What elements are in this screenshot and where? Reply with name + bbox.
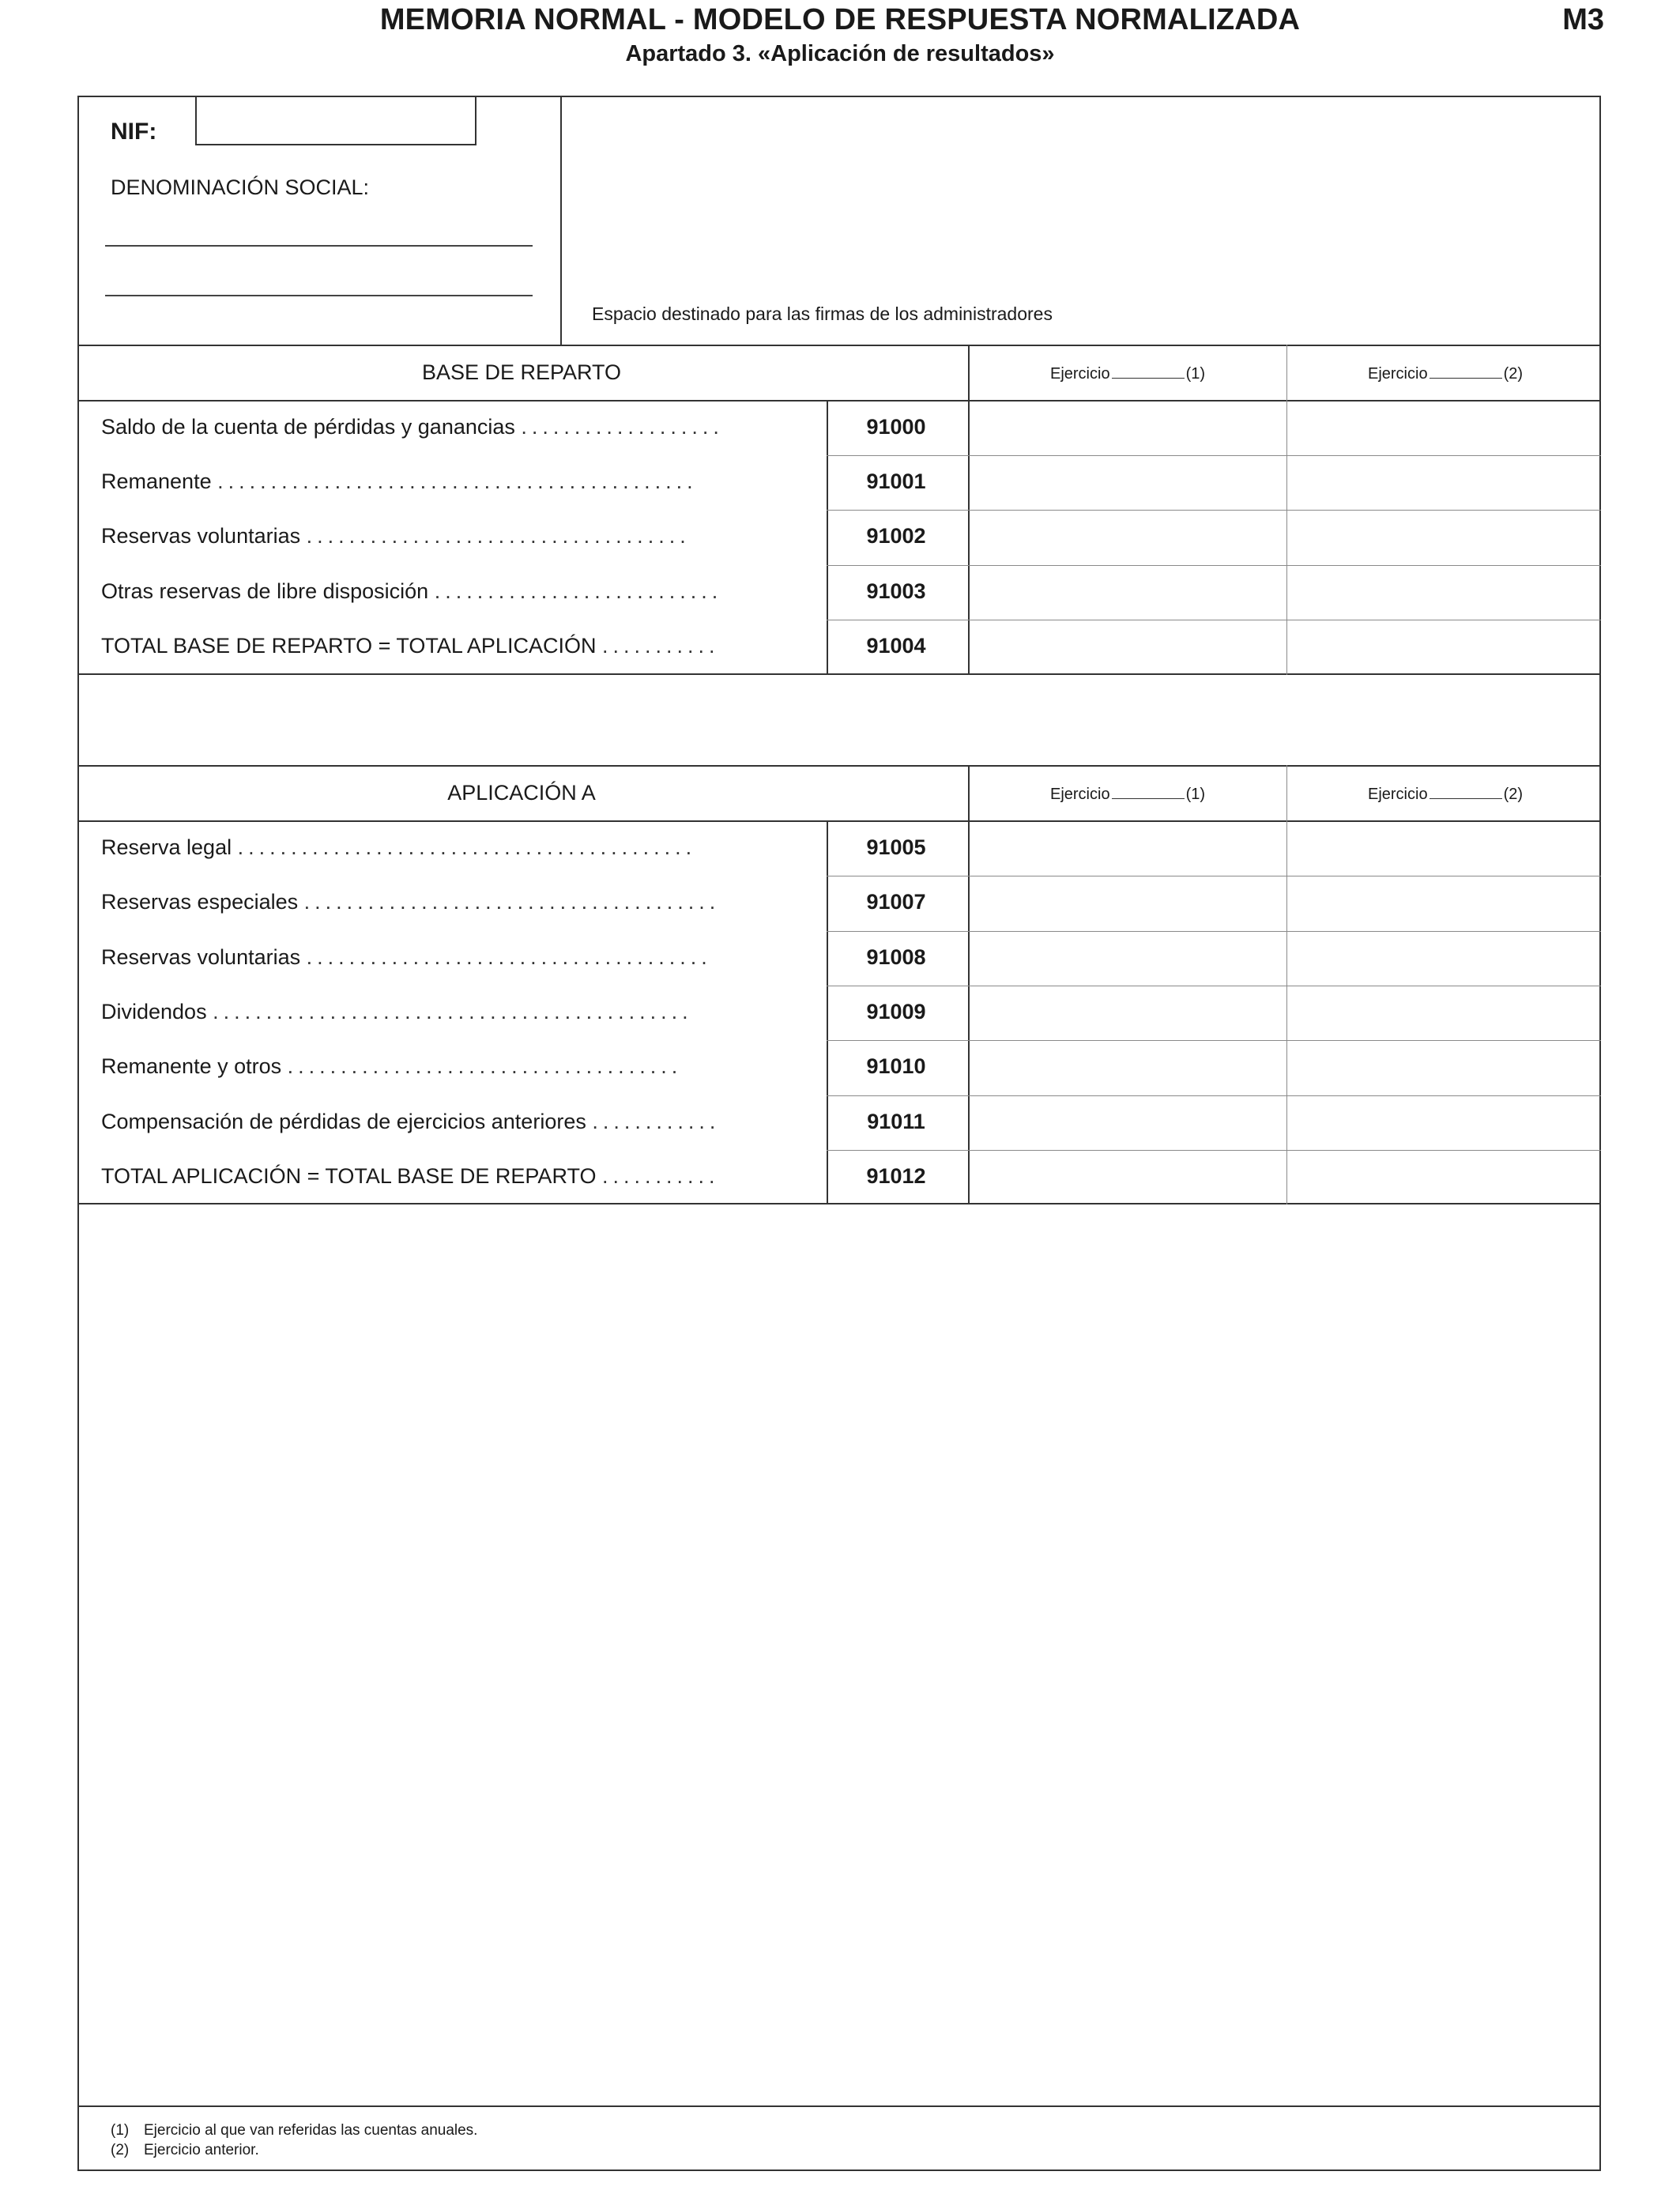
base-row-label <box>101 524 777 548</box>
denominacion-label: DENOMINACIÓN SOCIAL: <box>111 175 370 199</box>
base-ej1-value-cell[interactable] <box>970 566 1286 619</box>
denominacion-line-1[interactable] <box>105 245 533 247</box>
aplic-row-label <box>101 945 777 970</box>
form-subtitle: Apartado 3. «Aplicación de resultados» <box>625 41 1055 66</box>
aplic-ejercicio-1-label: Ejercicio <box>1049 786 1110 803</box>
aplic-row-code: 91009 <box>866 999 926 1023</box>
aplic-ejercicio-1-header <box>970 784 1286 804</box>
base-row-text: Saldo de la cuenta de pérdidas y ganancias <box>101 415 515 439</box>
base-row-leader-dots: ............................................. <box>217 469 698 494</box>
base-ej1-value-cell[interactable] <box>970 511 1286 564</box>
aplic-ejercicio-2-note: (2) <box>1503 786 1524 803</box>
aplic-ej1-value-cell[interactable] <box>970 822 1286 875</box>
aplic-row-leader-dots: ..................................... <box>287 1054 683 1079</box>
base-row-code: 91003 <box>866 579 926 603</box>
aplic-ejercicio-2-label: Ejercicio <box>1367 786 1428 803</box>
base-table-bottom-line <box>77 673 1601 675</box>
aplic-ejercicio-2-header <box>1287 784 1603 804</box>
aplic-ej2-value-cell[interactable] <box>1287 1096 1599 1149</box>
aplic-ej1-value-cell[interactable] <box>970 932 1286 985</box>
aplic-ej2-value-cell[interactable] <box>1287 986 1599 1039</box>
footnote-2-text: Ejercicio anterior. <box>144 2142 259 2158</box>
aplic-row-label <box>101 1054 777 1079</box>
aplic-row-leader-dots: ....................................... <box>303 890 721 914</box>
aplic-ejercicio-1-note: (1) <box>1185 786 1206 803</box>
aplic-row-label <box>101 1110 777 1134</box>
base-row-code: 91000 <box>866 415 926 439</box>
aplic-row-label <box>101 1164 777 1189</box>
signature-area[interactable] <box>562 97 1599 344</box>
base-ej1-value-cell[interactable] <box>970 401 1286 454</box>
base-row-leader-dots: ........... <box>601 633 720 658</box>
base-row-label <box>101 634 777 658</box>
aplic-header-top-line <box>77 765 1601 767</box>
base-ej2-value-cell[interactable] <box>1287 456 1599 509</box>
footnote-1 <box>111 2122 477 2139</box>
base-row-label <box>101 469 777 494</box>
aplic-row-code: 91010 <box>866 1054 926 1079</box>
base-ejercicio-2-label: Ejercicio <box>1367 365 1428 383</box>
base-row-text: Remanente <box>101 469 212 494</box>
aplic-row-text: Reservas especiales <box>101 890 299 914</box>
base-row-leader-dots: ................... <box>521 415 724 439</box>
aplic-row-text: Dividendos <box>101 999 207 1023</box>
aplic-row-code: 91008 <box>866 944 926 969</box>
aplic-row-text: TOTAL APLICACIÓN = TOTAL BASE DE REPARTO <box>101 1163 597 1188</box>
base-ejercicio-2-note: (2) <box>1503 365 1524 383</box>
footnote-1-num: (1) <box>111 2122 130 2139</box>
base-ej2-value-cell[interactable] <box>1287 566 1599 619</box>
aplic-row-label <box>101 1000 777 1024</box>
aplic-row-code: 91012 <box>866 1163 926 1188</box>
base-row-label <box>101 415 777 439</box>
aplic-row-label <box>101 890 777 914</box>
aplic-row-leader-dots: ........... <box>601 1163 720 1188</box>
base-ejercicio-1-header <box>970 364 1286 383</box>
aplic-ej1-value-cell[interactable] <box>970 1151 1286 1204</box>
base-ejercicio-2-header <box>1287 364 1603 383</box>
form-title: MEMORIA NORMAL - MODELO DE RESPUESTA NORMALIZADA <box>379 3 1301 36</box>
aplic-ej2-value-cell[interactable] <box>1287 1041 1599 1094</box>
aplic-row-code: 91011 <box>867 1109 925 1133</box>
denominacion-line-2[interactable] <box>105 295 533 296</box>
base-ej2-value-cell[interactable] <box>1287 620 1599 673</box>
base-row-text: Reservas voluntarias <box>101 524 301 548</box>
footnote-1-text: Ejercicio al que van referidas las cuentas anuales. <box>144 2122 478 2139</box>
aplic-ej1-value-cell[interactable] <box>970 986 1286 1039</box>
base-ej1-value-cell[interactable] <box>970 456 1286 509</box>
signature-space-label: Espacio destinado para las firmas de los administradores <box>592 303 1053 324</box>
aplic-row-text: Reserva legal <box>101 835 232 859</box>
base-row-text: TOTAL BASE DE REPARTO = TOTAL APLICACIÓN <box>101 633 597 658</box>
aplic-ej1-value-cell[interactable] <box>970 1096 1286 1149</box>
base-row-label <box>101 579 777 604</box>
base-row-leader-dots: .................................... <box>306 524 691 548</box>
base-header-top-line <box>77 345 1601 346</box>
base-row-code: 91004 <box>866 633 926 658</box>
aplic-ejercicio-2-year-field[interactable] <box>1430 784 1502 799</box>
base-ejercicio-1-note: (1) <box>1185 365 1206 383</box>
aplic-row-leader-dots: ............................................. <box>213 999 693 1023</box>
base-ejercicio-1-label: Ejercicio <box>1049 365 1110 383</box>
aplic-row-text: Compensación de pérdidas de ejercicios anteriores <box>101 1109 586 1133</box>
base-ej2-value-cell[interactable] <box>1287 511 1599 564</box>
footnote-divider <box>77 2105 1601 2107</box>
aplic-ej2-value-cell[interactable] <box>1287 822 1599 875</box>
aplic-row-label <box>101 835 777 860</box>
aplic-ej2-value-cell[interactable] <box>1287 932 1599 985</box>
aplic-row-code: 91007 <box>866 890 926 914</box>
nif-input[interactable] <box>195 96 477 145</box>
aplic-ej2-value-cell[interactable] <box>1287 876 1599 929</box>
model-code: M3 <box>1562 3 1604 36</box>
aplic-ej1-value-cell[interactable] <box>970 876 1286 929</box>
aplic-row-leader-dots: ............ <box>592 1109 721 1133</box>
aplic-ej2-value-cell[interactable] <box>1287 1151 1599 1204</box>
aplic-row-code: 91005 <box>866 835 926 859</box>
aplic-row-text: Reservas voluntarias <box>101 944 301 969</box>
base-ej1-value-cell[interactable] <box>970 620 1286 673</box>
nif-label: NIF: <box>111 119 157 145</box>
aplic-row-leader-dots: ...................................... <box>306 944 712 969</box>
footnote-2-num: (2) <box>111 2142 130 2158</box>
base-row-leader-dots: ........................... <box>434 579 723 603</box>
aplicacion-title: APLICACIÓN A <box>447 781 596 805</box>
base-ejercicio-2-year-field[interactable] <box>1430 364 1502 379</box>
base-ejercicio-1-year-field[interactable] <box>1112 364 1185 379</box>
aplic-row-text: Remanente y otros <box>101 1054 282 1079</box>
aplic-ejercicio-1-year-field[interactable] <box>1112 784 1185 799</box>
base-row-text: Otras reservas de libre disposición <box>101 579 429 603</box>
base-reparto-title: BASE DE REPARTO <box>421 360 622 384</box>
footnote-2 <box>111 2142 259 2159</box>
base-row-code: 91002 <box>866 524 926 548</box>
base-row-code: 91001 <box>866 469 926 494</box>
aplic-ej1-value-cell[interactable] <box>970 1041 1286 1094</box>
base-ej2-value-cell[interactable] <box>1287 401 1599 454</box>
aplic-row-leader-dots: ........................................... <box>237 835 697 859</box>
